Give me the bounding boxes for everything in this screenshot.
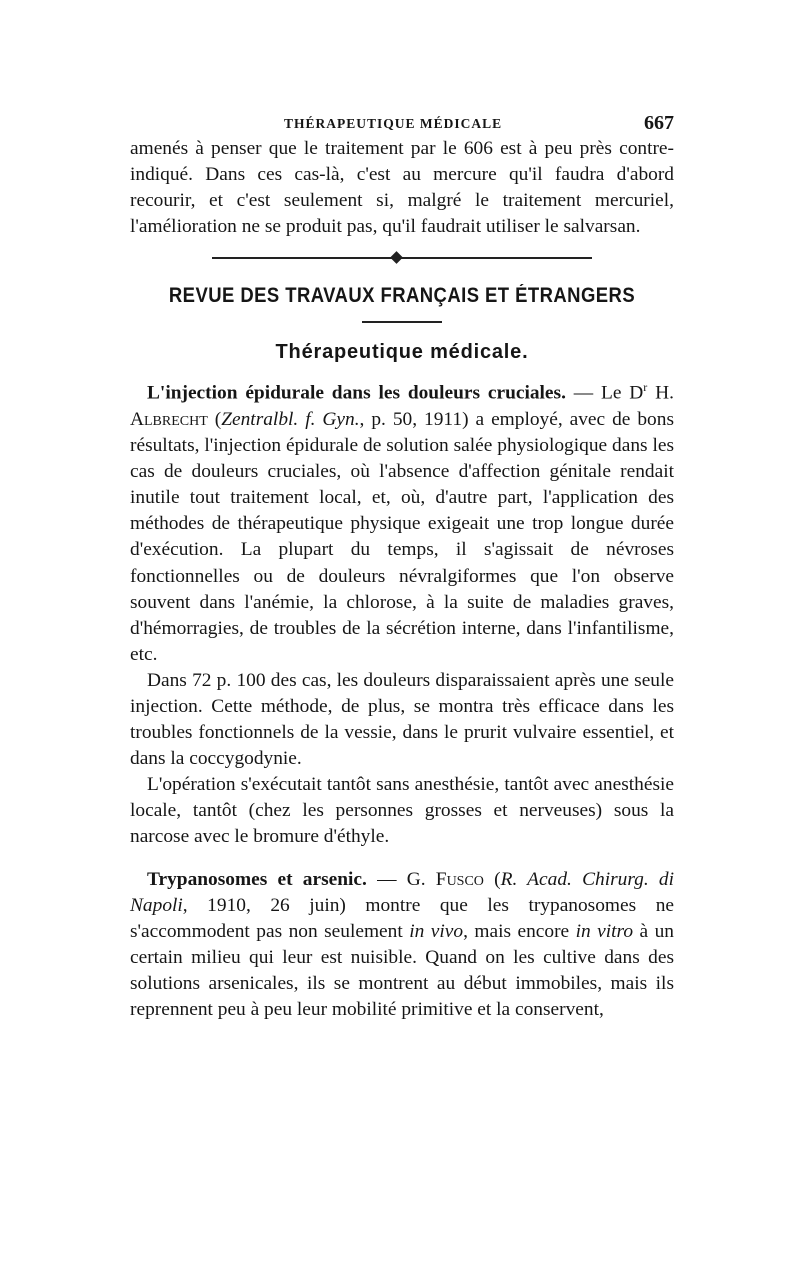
article2-source-open: ( bbox=[483, 868, 501, 890]
article2-text-a: , 1910, 26 juin) montre que les trypanosomes ne s'accommodent pas non seulement bbox=[130, 894, 674, 942]
article1-author: H. Albrecht bbox=[130, 382, 674, 430]
article2-text-b: , mais encore bbox=[463, 920, 576, 942]
article1-dr-sup: r bbox=[643, 380, 648, 395]
article2-author: Fusco bbox=[435, 868, 484, 890]
short-rule bbox=[362, 321, 442, 323]
article2-dash: — G. bbox=[366, 868, 436, 890]
article2-paragraph bbox=[130, 867, 674, 1024]
article1-source-open: ( bbox=[207, 408, 222, 430]
article2-heading: Trypanosomes et arsenic. bbox=[147, 868, 367, 890]
ornamental-divider bbox=[212, 252, 592, 264]
article1-paragraph1 bbox=[130, 374, 674, 668]
spacer bbox=[130, 851, 674, 867]
article1-citation: , p. 50, 1911) a employé, avec de bons résultats, l'injection épidurale de solution salée physiologique dans les cas de douleurs cruciales, où l'absence d'affection génitale rendait inutile tout traitement local, et, où, d'autre part, l'application des méthodes de thérapeutique physique exigeait une trop longue durée d'exécution. La plupart du temps, il s'agissait de névroses fonctionnelles ou de douleurs névralgiformes que l'on observe souvent dans l'anémie, la chlorose, à la suite de maladies graves, d'hémorragies, de troubles de la sécrétion interne, dans l'infantilisme, etc. bbox=[130, 408, 674, 665]
running-title: THÉRAPEUTIQUE MÉDICALE bbox=[284, 116, 503, 131]
article2-journal: R. Acad. Chirurg. di Napoli bbox=[130, 868, 674, 916]
intro-paragraph: amenés à penser que le traitement par le 606 est à peu près contre-indiqué. Dans ces cas-là, c'est au mercure qu'il faudra d'abord recourir, et c'est seulement si, malgré le traitement mercuriel, l'amélioration ne se produit pas, qu'il faudrait utiliser le salvarsan. bbox=[130, 138, 674, 238]
article1-journal: Zentralbl. f. Gyn. bbox=[221, 408, 360, 430]
article1-paragraph3: L'opération s'exécutait tantôt sans anesthésie, tantôt avec anesthésie locale, tantôt (chez les personnes grosses et nerveuses) sous la narcose avec le bromure d'éthyle. bbox=[130, 774, 674, 848]
article1-heading: L'injection épidurale dans les douleurs cruciales. bbox=[147, 382, 566, 404]
article2-in-vitro: in vitro bbox=[575, 920, 634, 942]
article1-paragraph2: Dans 72 p. 100 des cas, les douleurs disparaissaient après une seule injection. Cette méthode, de plus, se montra très efficace dans les troubles fonctionnels de la vessie, dans le prurit vulvaire essentiel, et dans la coccygodynie. bbox=[130, 669, 674, 770]
diamond-ornament-icon bbox=[390, 252, 403, 265]
subsection-title: Thérapeutique médicale. bbox=[275, 341, 529, 364]
page-number: 667 bbox=[644, 112, 674, 134]
page bbox=[130, 112, 674, 1023]
article1-dash: — Le D bbox=[565, 382, 644, 404]
running-header bbox=[130, 112, 674, 136]
article2-in-vivo: in vivo bbox=[409, 920, 464, 942]
article2-text-c: à un certain milieu qui leur est nuisible. Quand on les cultive dans des solutions arsenicales, ils se montrent au début immobiles, mais ils reprennent peu à peu leur mobilité primitive et la conservent, bbox=[130, 920, 674, 1020]
section-title: REVUE DES TRAVAUX FRANÇAIS ET ÉTRANGERS bbox=[168, 284, 636, 308]
